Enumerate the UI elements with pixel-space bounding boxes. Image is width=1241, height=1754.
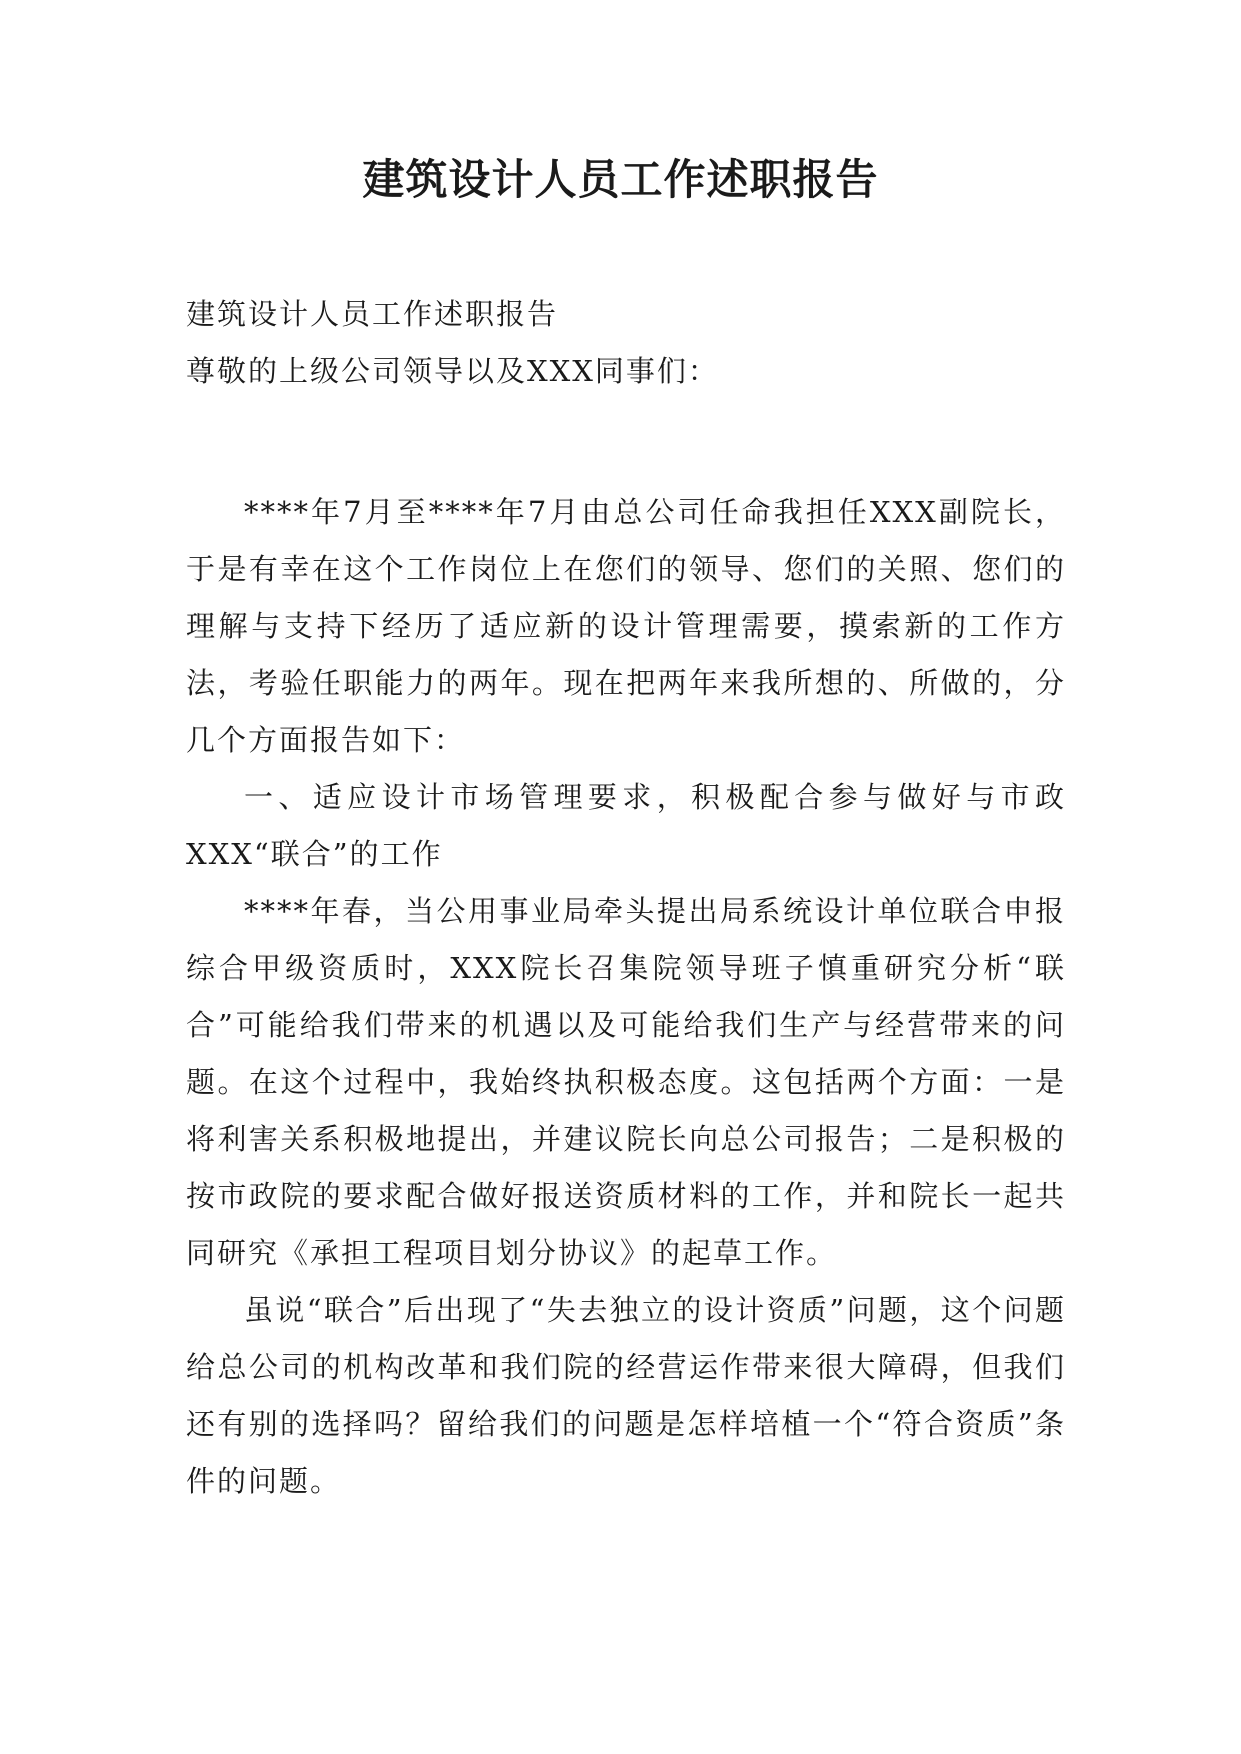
- salutation-line: 尊敬的上级公司领导以及XXX同事们：: [186, 354, 719, 388]
- subtitle-line: 建筑设计人员工作述职报告: [186, 297, 559, 331]
- blank-spacer: [186, 400, 1066, 484]
- paragraph-intro: ****年7月至****年7月由总公司任命我担任XXX副院长，于是有幸在这个工作岗位上在您们的领导、您们的关照、您们的理解与支持下经历了适应新的设计管理需要，摸索新的工作方法，考验任职能力的两年。现在把两年来我所想的、所做的，分几个方面报告如下：: [186, 495, 1066, 757]
- section-heading-1: 一、适应设计市场管理要求，积极配合参与做好与市政XXX“联合”的工作: [186, 780, 1066, 871]
- document-body: [186, 286, 1066, 1510]
- document-title: 建筑设计人员工作述职报告: [362, 155, 879, 204]
- paragraph-section-1: ****年春，当公用事业局牵头提出局系统设计单位联合申报综合甲级资质时，XXX院长召集院领导班子慎重研究分析“联合”可能给我们带来的机遇以及可能给我们生产与经营带来的问题。在这个过程中，我始终执积极态度。这包括两个方面：一是将利害关系积极地提出，并建议院长向总公司报告；二是积极的按市政院的要求配合做好报送资质材料的工作，并和院长一起共同研究《承担工程项目划分协议》的起草工作。: [186, 894, 1066, 1270]
- paragraph-qualification: 虽说“联合”后出现了“失去独立的设计资质”问题，这个问题给总公司的机构改革和我们院的经营运作带来很大障碍，但我们还有别的选择吗？留给我们的问题是怎样培植一个“符合资质”条件的问题。: [186, 1293, 1066, 1498]
